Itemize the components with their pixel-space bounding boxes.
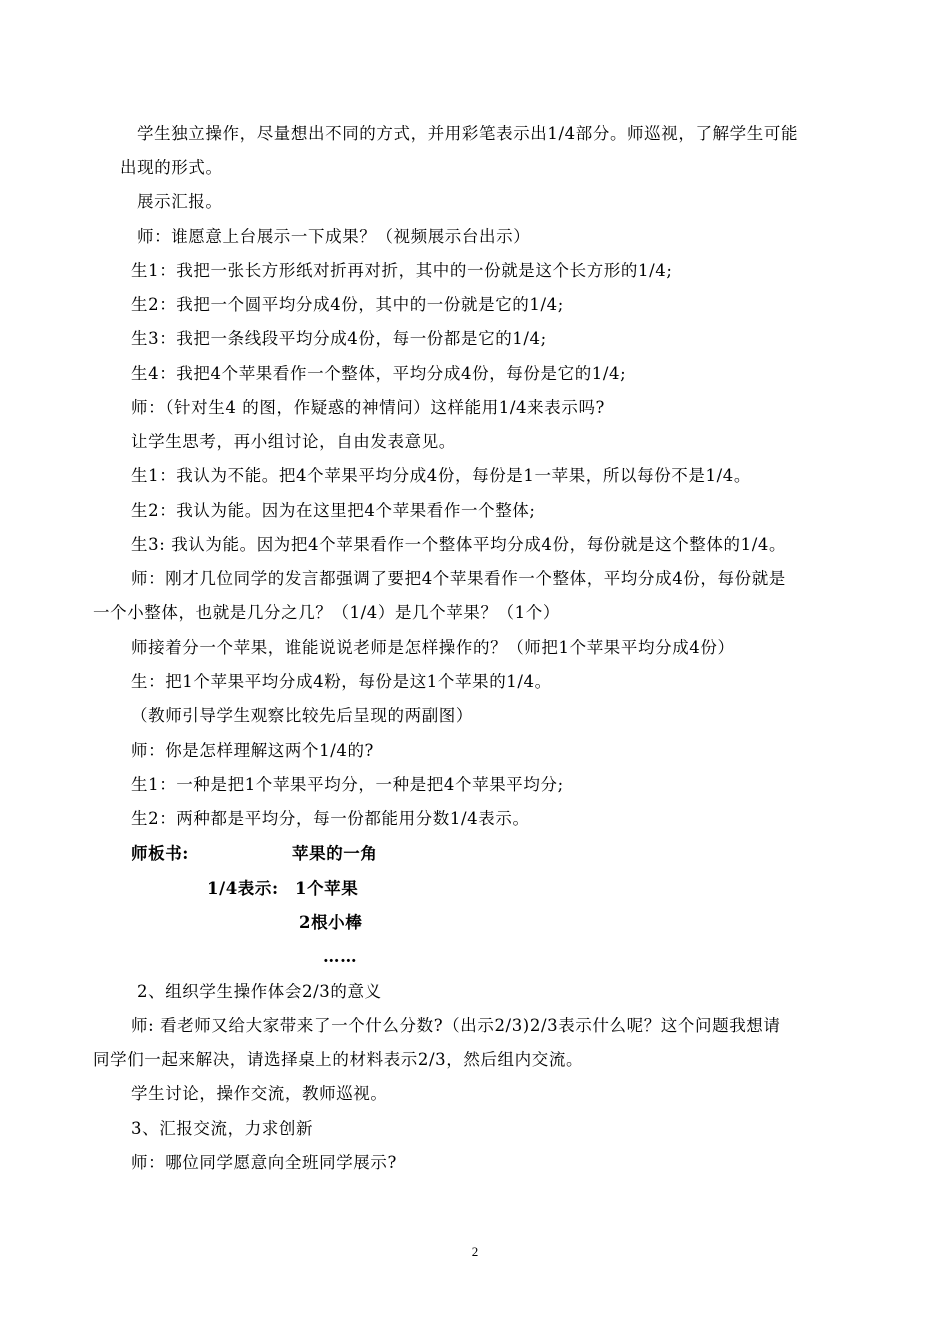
paragraph-line: 生1：我认为不能。把4个苹果平均分成4份，每份是1一苹果，所以每份不是1/4。 [131,466,751,485]
paragraph-line: 生：把1个苹果平均分成4粉，每份是这1个苹果的1/4。 [131,672,552,691]
paragraph-line: 师：你是怎样理解这两个1/4的? [131,741,375,760]
paragraph-line: 生4：我把4个苹果看作一个整体，平均分成4份，每份是它的1/4; [131,364,627,383]
paragraph-line: 生1：一种是把1个苹果平均分，一种是把4个苹果平均分; [131,775,564,794]
paragraph-line: 师接着分一个苹果，谁能说说老师是怎样操作的？（师把1个苹果平均分成4份） [131,638,735,657]
paragraph-line: 师：哪位同学愿意向全班同学展示? [131,1153,397,1172]
paragraph-line: 展示汇报。 [137,192,223,211]
paragraph-line: 生2：两种都是平均分，每一份都能用分数1/4表示。 [131,809,530,828]
blackboard-item: 2根小棒 [299,913,363,932]
paragraph-line: 同学们一起来解决，请选择桌上的材料表示2/3，然后组内交流。 [93,1050,584,1069]
paragraph-line: 师：（针对生4 的图，作疑惑的神情问）这样能用1/4来表示吗? [131,398,605,417]
paragraph-line: 生3: 我认为能。因为把4个苹果看作一个整体平均分成4份，每份就是这个整体的1/4。 [131,535,787,554]
paragraph-line: 一个小整体，也就是几分之几？（1/4）是几个苹果？（1个） [93,603,560,622]
page-number: 2 [471,1244,479,1259]
paragraph-line: 生2：我认为能。因为在这里把4个苹果看作一个整体; [131,501,536,520]
blackboard-item: 苹果的一角 [292,844,378,863]
blackboard-prefix: 1/4表示: [207,879,279,898]
blackboard-label: 师板书: [131,844,189,863]
paragraph-line: （教师引导学生观察比较先后呈现的两副图） [131,706,473,725]
paragraph-line: 师：刚才几位同学的发言都强调了要把4个苹果看作一个整体，平均分成4份，每份就是 [131,569,786,588]
paragraph-line: 师：谁愿意上台展示一下成果？（视频展示台出示） [137,227,531,246]
paragraph-line: 生3：我把一条线段平均分成4份，每一份都是它的1/4; [131,329,547,348]
blackboard-ellipsis: …… [323,947,358,966]
paragraph-line: 让学生思考，再小组讨论，自由发表意见。 [131,432,456,451]
paragraph-line: 学生独立操作，尽量想出不同的方式，并用彩笔表示出1/4部分。师巡视，了解学生可能 [137,124,799,143]
paragraph-line: 出现的形式。 [120,158,223,177]
blackboard-item: 1个苹果 [295,879,359,898]
paragraph-line: 学生讨论，操作交流，教师巡视。 [131,1084,388,1103]
section-heading: 3、汇报交流，力求创新 [131,1119,314,1138]
paragraph-line: 生1：我把一张长方形纸对折再对折，其中的一份就是这个长方形的1/4; [131,261,673,280]
section-heading: 2、组织学生操作体会2/3的意义 [137,982,382,1001]
paragraph-line: 生2：我把一个圆平均分成4份，其中的一份就是它的1/4; [131,295,564,314]
paragraph-line: 师: 看老师又给大家带来了一个什么分数?（出示2/3)2/3表示什么呢？这个问题我想请 [131,1016,781,1035]
